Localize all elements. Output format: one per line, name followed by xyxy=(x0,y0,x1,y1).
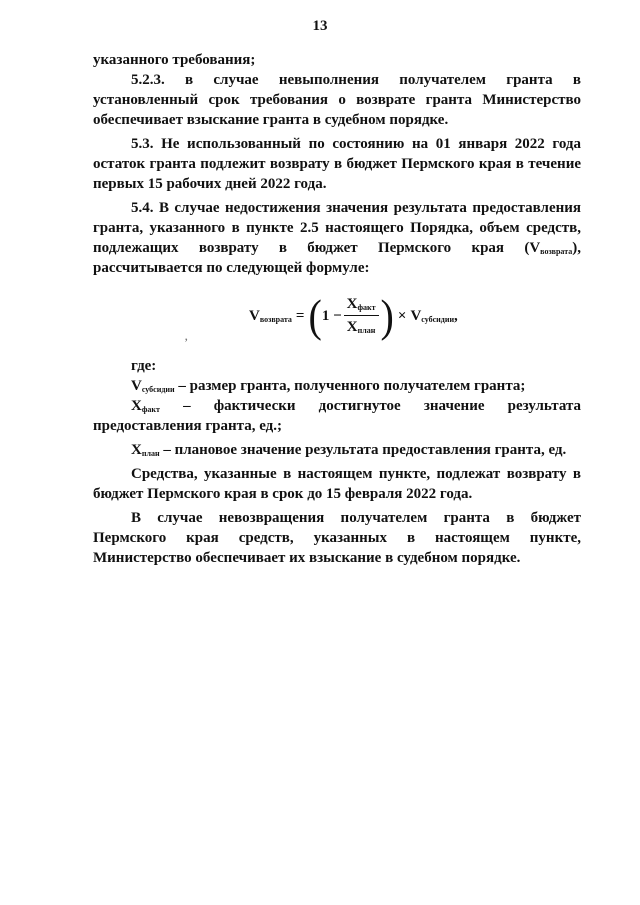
formula xyxy=(93,288,581,344)
paragraph-5-3: 5.3. Не использованный по состоянию на 01 января 2022 года остаток гранта подлежит возврату в бюджет Пермского края в течение первых 15 рабочих дней 2022 года. xyxy=(93,136,581,192)
formula-v-return: $V_{возврата}$ xyxy=(249,307,292,324)
paragraph-5-2-3: 5.2.3. в случае невыполнения получателем гранта в установленный срок требования о возврате гранта Министерство обеспечивает взыскание гранта в судебном порядке. xyxy=(93,72,581,128)
paragraph-return-deadline: Средства, указанные в настоящем пункте, подлежат возврату в бюджет Пермского края в срок до 15 февраля 2022 года. xyxy=(93,466,581,502)
definition-x-fact: $X_{факт}$ – фактически достигнутое значение результата предоставления гранта, ед.; xyxy=(93,398,581,434)
v-return-subscript: возврата xyxy=(540,247,573,256)
definition-v-subsidy: $V_{субсидии}$ – размер гранта, полученного получателем гранта; xyxy=(131,378,526,394)
formula-right-paren: ) xyxy=(380,289,394,341)
formula-v-subsidy: $V_{субсидии}$ xyxy=(410,307,455,324)
paragraph-5-4 xyxy=(93,198,581,278)
formula-one-minus: 1 − xyxy=(321,307,342,324)
where-label: где: xyxy=(131,358,157,374)
definition-x-plan: $X_{план}$ – плановое значение результата предоставления гранта, ед. xyxy=(131,442,567,458)
formula-times: × xyxy=(397,307,407,324)
formula-comma: , xyxy=(454,307,458,324)
formula-denominator: $X_{план}$ xyxy=(346,319,376,335)
formula-expression xyxy=(249,289,458,341)
formula-fraction xyxy=(344,294,379,337)
scan-artifact-mark: , xyxy=(185,332,188,343)
paragraph-5-4-tail: ), рассчитывается по следующей формуле: xyxy=(93,240,581,276)
paragraph-continuation: указанного требования; xyxy=(93,52,256,68)
formula-equals: = xyxy=(295,307,305,324)
document-body xyxy=(93,50,581,568)
page-number: 13 xyxy=(312,18,328,34)
formula-left-paren: ( xyxy=(308,289,322,341)
paragraph-5-4-text: 5.4. В случае недостижения значения результата предоставления гранта, указанного в пункте 2.5 настоящего Порядка, объем средств, подлежащих возврату в бюджет Пермского края (V xyxy=(93,200,581,256)
paragraph-recovery: В случае невозвращения получателем гранта в бюджет Пермского края средств, указанных в настоящем пункте, Министерство обеспечивает их взыскание в судебном порядке. xyxy=(93,510,581,566)
formula-numerator: $X_{факт}$ xyxy=(344,294,379,316)
